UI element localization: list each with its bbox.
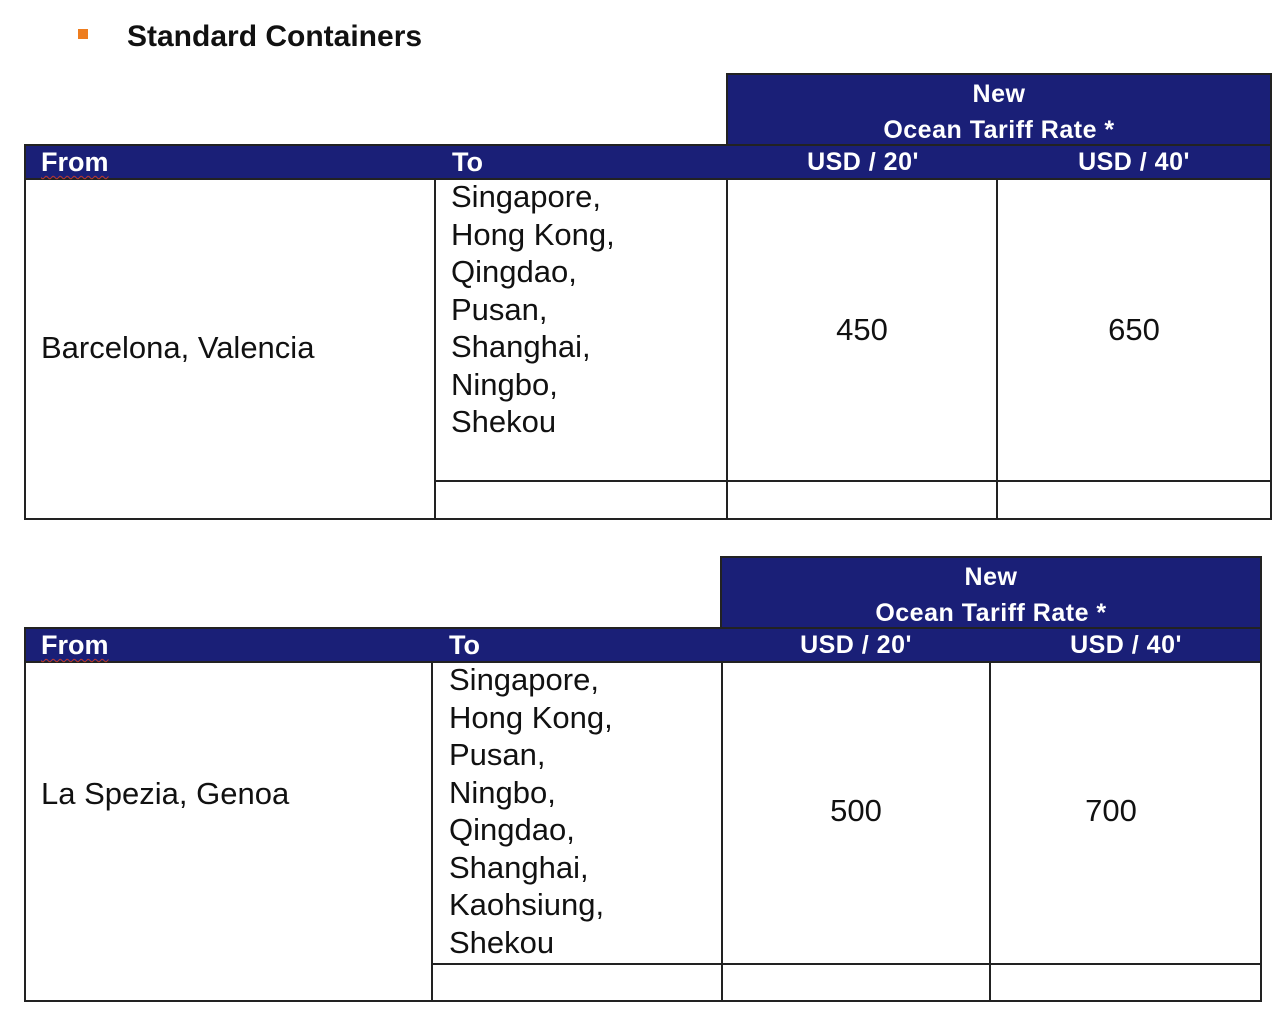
rate-header-line-1: New (964, 563, 1018, 591)
column-header-from: From (41, 630, 109, 660)
column-header-from: From (41, 147, 109, 177)
rate-header-line-1: New (972, 80, 1026, 108)
list-item: Singapore, (449, 662, 599, 697)
destination-list (449, 661, 613, 961)
list-item: Ningbo, (449, 774, 556, 810)
column-header-row (24, 627, 1262, 663)
column-header-usd40: USD / 40' (1070, 631, 1182, 659)
table-body (24, 663, 1262, 1002)
list-item: Shanghai, (449, 849, 589, 885)
column-header-usd20: USD / 20' (800, 631, 912, 659)
list-item: Singapore, (451, 179, 601, 214)
column-header-usd20: USD / 20' (807, 148, 919, 176)
column-header-to: To (452, 147, 483, 177)
list-item: Qingdao, (451, 254, 577, 289)
section-title: Standard Containers (127, 20, 423, 53)
list-item: Shekou (449, 924, 555, 960)
origin-cell: Barcelona, Valencia (41, 330, 315, 365)
list-item: Kaohsiung, (449, 887, 605, 922)
list-item: Hong Kong, (449, 699, 613, 735)
list-item: Pusan, (451, 291, 548, 327)
list-item: Shekou (451, 404, 557, 439)
rate-usd20: 500 (830, 793, 882, 828)
column-header-usd40: USD / 40' (1078, 148, 1190, 176)
rate-header (720, 556, 1262, 629)
rate-header-line-2: Ocean Tariff Rate * (883, 116, 1115, 144)
list-item: Hong Kong, (451, 216, 615, 252)
list-item: Qingdao, (449, 812, 575, 847)
rate-header-line-2: Ocean Tariff Rate * (875, 599, 1107, 627)
rate-usd40: 650 (1108, 312, 1160, 347)
rate-usd20: 450 (836, 312, 888, 347)
list-item: Pusan, (449, 737, 546, 772)
list-item: Ningbo, (451, 366, 558, 402)
column-header-to: To (449, 630, 480, 660)
list-item: Shanghai, (451, 329, 591, 364)
origin-cell: La Spezia, Genoa (41, 776, 290, 811)
rate-usd40: 700 (1085, 793, 1137, 828)
